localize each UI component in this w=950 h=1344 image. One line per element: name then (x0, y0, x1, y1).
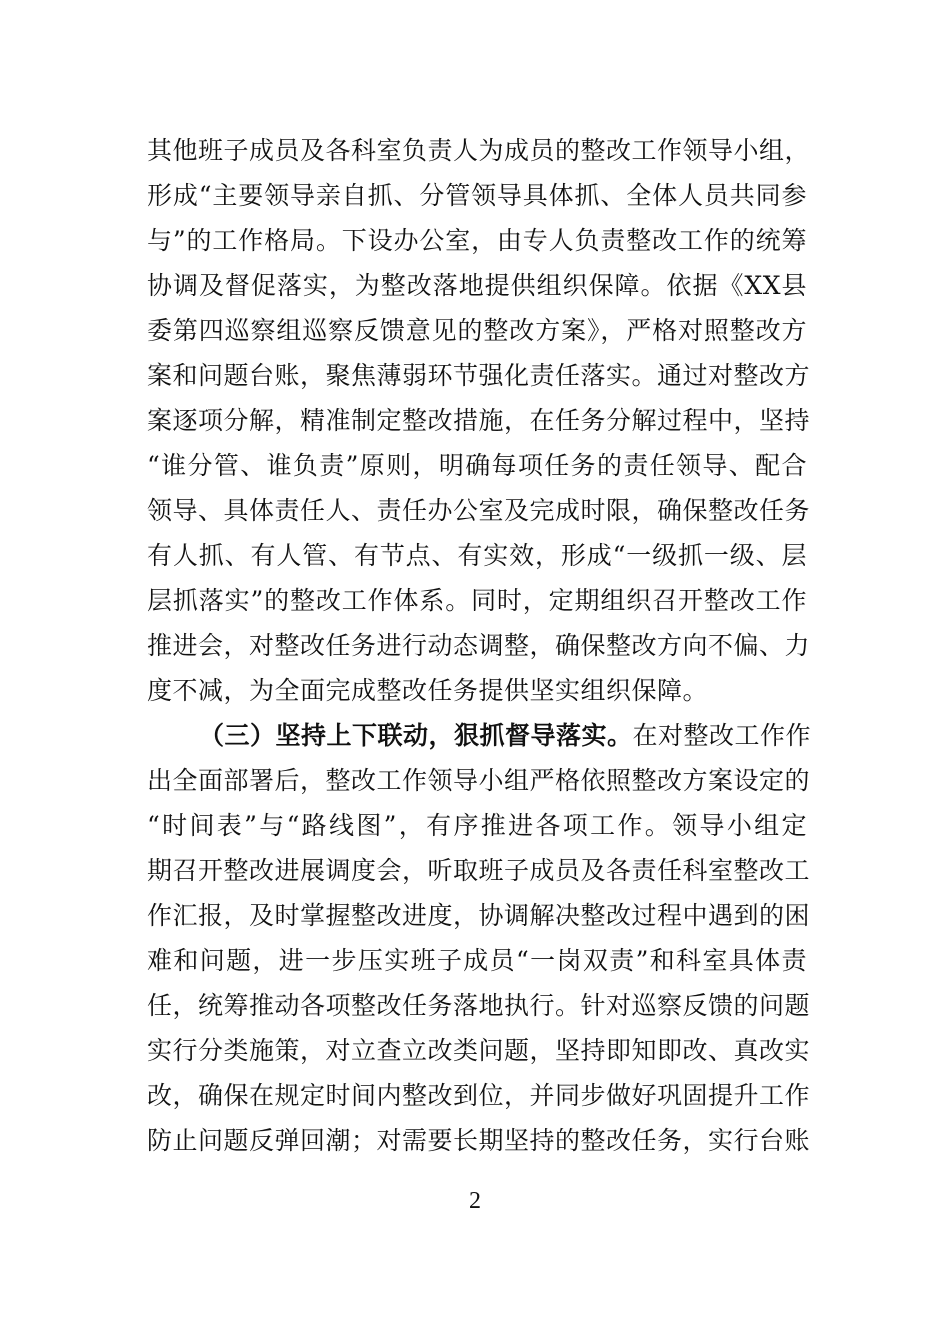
text-line: 有人抓、有人管、有节点、有实效，形成“一级抓一级、层 (147, 541, 807, 570)
text-line: 与”的工作格局。下设办公室，由专人负责整改工作的统筹 (147, 226, 807, 255)
text-line: 改，确保在规定时间内整改到位，并同步做好巩固提升工作 (147, 1081, 811, 1110)
text-line: 出全面部署后，整改工作领导小组严格依照整改方案设定的 (147, 766, 811, 795)
page-number: 2 (469, 1188, 481, 1214)
text-line: “谁分管、谁负责”原则，明确每项任务的责任领导、配合 (147, 451, 807, 480)
section-heading-line (147, 713, 812, 758)
paragraph-1 (147, 128, 811, 713)
heading-line-continuation: 在对整改工作作 (632, 721, 812, 750)
text-line: 作汇报，及时掌握整改进度，协调解决整改过程中遇到的困 (147, 901, 811, 930)
text-line: 案和问题台账，聚焦薄弱环节强化责任落实。通过对整改方 (147, 361, 811, 390)
text-line: 任，统筹推动各项整改任务落地执行。针对巡察反馈的问题 (147, 991, 811, 1020)
text-line: 度不减，为全面完成整改任务提供坚实组织保障。 (147, 676, 709, 705)
text-line: 其他班子成员及各科室负责人为成员的整改工作领导小组， (147, 136, 811, 165)
text-line: “时间表”与“路线图”，有序推进各项工作。领导小组定 (147, 811, 807, 840)
text-line: 层抓落实”的整改工作体系。同时，定期组织召开整改工作 (147, 586, 807, 615)
text-line: 形成“主要领导亲自抓、分管领导具体抓、全体人员共同参 (147, 181, 807, 210)
body-text (147, 128, 812, 1163)
text-line: 实行分类施策，对立查立改类问题，坚持即知即改、真改实 (147, 1036, 811, 1065)
text-line: 协调及督促落实，为整改落地提供组织保障。依据《XX县 (147, 271, 807, 300)
text-line: 委第四巡察组巡察反馈意见的整改方案》，严格对照整改方 (147, 316, 807, 345)
text-line: 期召开整改进展调度会，听取班子成员及各责任科室整改工 (147, 856, 811, 885)
section-heading: （三）坚持上下联动，狠抓督导落实。 (199, 721, 633, 750)
text-line: 领导、具体责任人、责任办公室及完成时限，确保整改任务 (147, 496, 811, 525)
paragraph-2 (147, 713, 812, 1163)
text-line: 推进会，对整改任务进行动态调整，确保整改方向不偏、力 (147, 631, 811, 660)
text-line: 难和问题，进一步压实班子成员“一岗双责”和科室具体责 (147, 946, 807, 975)
text-line: 案逐项分解，精准制定整改措施，在任务分解过程中，坚持 (147, 406, 811, 435)
text-line: 防止问题反弹回潮；对需要长期坚持的整改任务，实行台账 (147, 1126, 811, 1155)
